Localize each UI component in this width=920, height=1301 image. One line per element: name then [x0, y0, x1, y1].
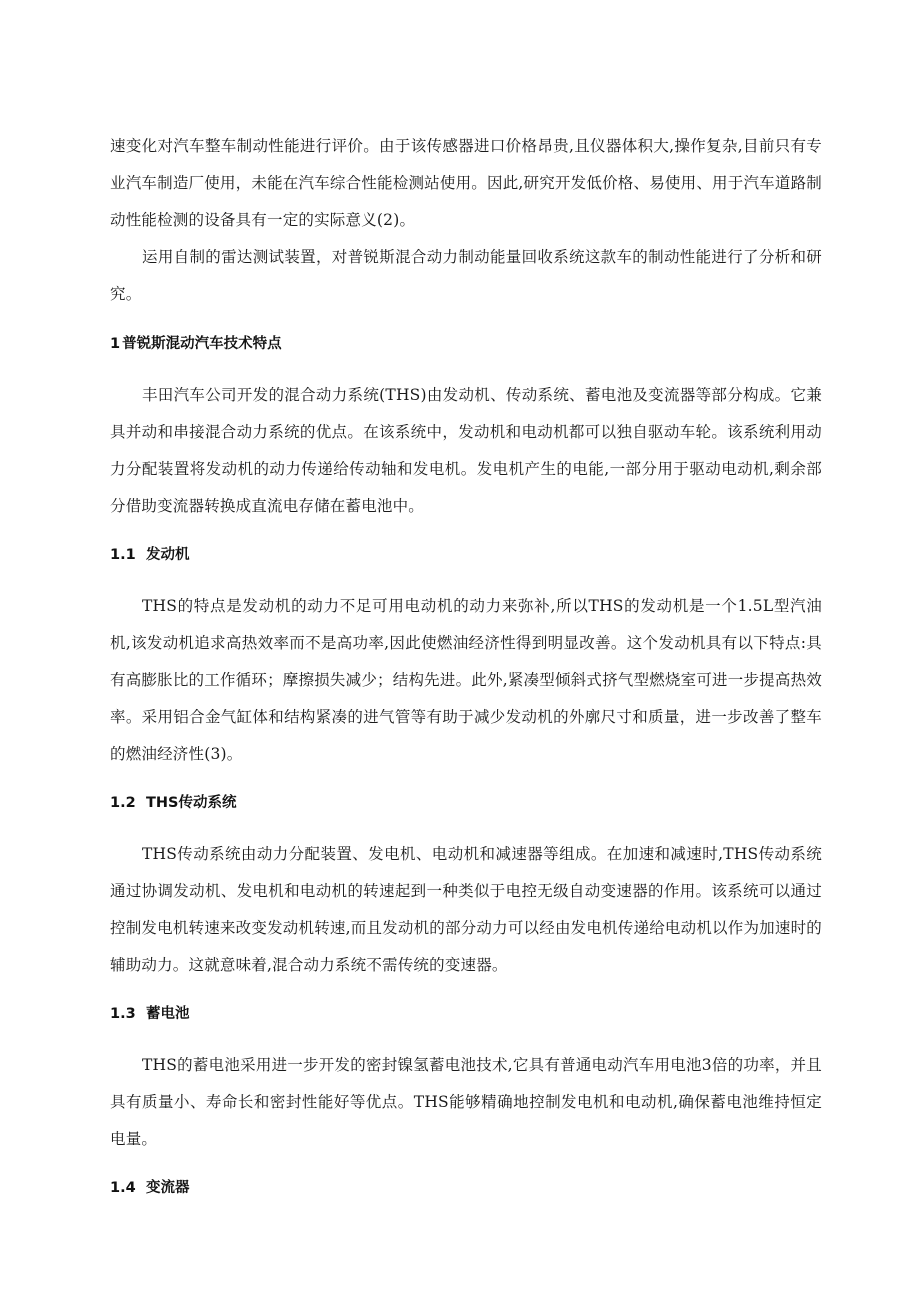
section-number: 1.2	[110, 795, 136, 811]
section-number: 1.3	[110, 1006, 136, 1022]
paragraph-section-1-1: THS的特点是发动机的动力不足可用电动机的动力来弥补,所以THS的发动机是一个1.5L型汽油机,该发动机追求高热效率而不是高功率,因此使燃油经济性得到明显改善。这个发动机具有以下特点:具有高膨胀比的工作循环；摩擦损失减少；结构先进。此外,紧凑型倾斜式挤气型燃烧室可进一步提高热效率。采用铝合金气缸体和结构紧凑的进气管等有助于减少发动机的外廓尺寸和质量，进一步改善了整车的燃油经济性(3)。	[110, 597, 822, 763]
section-heading-1-3	[110, 1004, 822, 1024]
section-title: 变流器	[146, 1180, 190, 1196]
section-title: 发动机	[146, 547, 190, 563]
section-heading-1-1	[110, 545, 822, 565]
section-heading-1-2	[110, 793, 822, 813]
section-heading-1	[110, 334, 822, 354]
document-page	[110, 128, 822, 1198]
section-heading-1-4	[110, 1178, 822, 1198]
paragraph-intro-purpose: 运用自制的雷达测试装置，对普锐斯混合动力制动能量回收系统这款车的制动性能进行了分析和研究。	[110, 248, 822, 303]
paragraph-section-1-2: THS传动系统由动力分配装置、发电机、电动机和减速器等组成。在加速和减速时,THS传动系统通过协调发动机、发电机和电动机的转速起到一种类似于电控无级自动变速器的作用。该系统可以通过控制发电机转速来改变发动机转速,而且发动机的部分动力可以经由发电机传递给电动机以作为加速时的辅助动力。这就意味着,混合动力系统不需传统的变速器。	[110, 845, 822, 974]
section-title: THS传动系统	[146, 795, 237, 811]
paragraph-intro-continued: 速变化对汽车整车制动性能进行评价。由于该传感器进口价格昂贵,且仪器体积大,操作复杂,目前只有专业汽车制造厂使用，未能在汽车综合性能检测站使用。因此,研究开发低价格、易使用、用于汽车道路制动性能检测的设备具有一定的实际意义(2)。	[110, 137, 822, 229]
section-number: 1.1	[110, 547, 136, 563]
paragraph-section-1: 丰田汽车公司开发的混合动力系统(THS)由发动机、传动系统、蓄电池及变流器等部分构成。它兼具并动和串接混合动力系统的优点。在该系统中，发动机和电动机都可以独自驱动车轮。该系统利用动力分配装置将发动机的动力传递给传动轴和发电机。发电机产生的电能,一部分用于驱动电动机,剩余部分借助变流器转换成直流电存储在蓄电池中。	[110, 386, 822, 515]
paragraph-section-1-3: THS的蓄电池采用进一步开发的密封镍氢蓄电池技术,它具有普通电动汽车用电池3倍的功率，并且具有质量小、寿命长和密封性能好等优点。THS能够精确地控制发电机和电动机,确保蓄电池维持恒定电量。	[110, 1056, 822, 1148]
section-number: 1	[110, 336, 121, 352]
section-number: 1.4	[110, 1180, 136, 1196]
section-title: 普锐斯混动汽车技术特点	[122, 336, 282, 352]
section-title: 蓄电池	[146, 1006, 190, 1022]
